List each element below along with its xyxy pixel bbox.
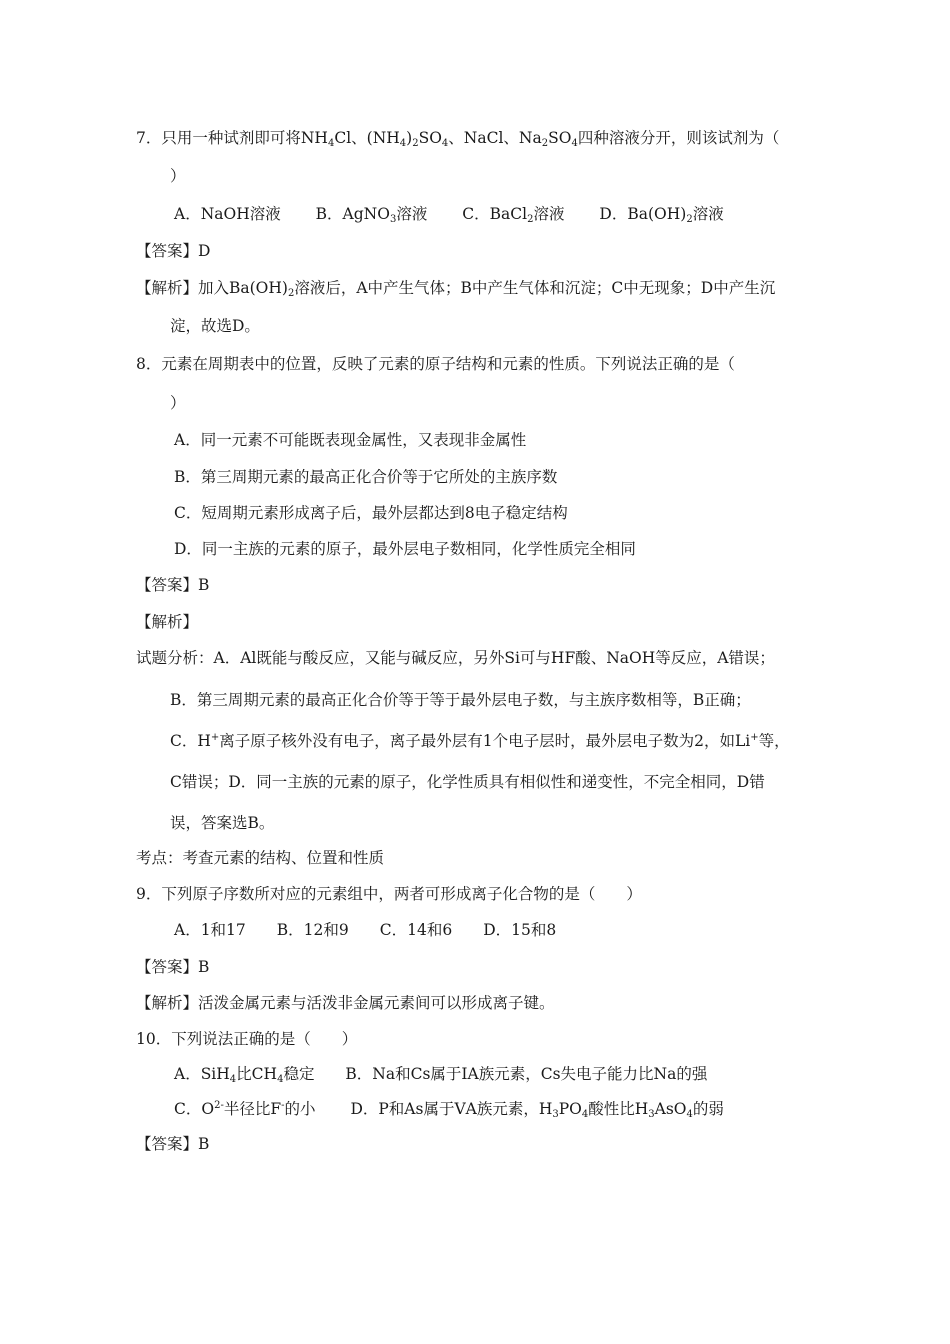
- q8-explanation-3: C．H+离子原子核外没有电子，离子最外层有1个电子层时，最外层电子数为2，如Li+等，: [170, 732, 790, 750]
- q8-option-d: D．同一主族的元素的原子，最外层电子数相同，化学性质完全相同: [174, 540, 636, 558]
- q8-stem: 8．元素在周期表中的位置，反映了元素的原子结构和元素的性质。下列说法正确的是（: [136, 355, 735, 373]
- q8-explanation-4: C错误；D．同一主族的元素的原子，化学性质具有相似性和递变性，不完全相同，D错: [170, 773, 765, 791]
- q8-answer: 【答案】B: [136, 576, 210, 594]
- q8-kaodian: 考点：考查元素的结构、位置和性质: [136, 849, 385, 867]
- q10-option-c: C．$O^{2-}$半径比F-的小: [174, 1100, 316, 1118]
- q7-answer: 【答案】D: [136, 242, 211, 260]
- q7-option-c: C．BaCl$_2$溶液: [462, 205, 565, 225]
- q7-explanation-cont: 淀，故选D。: [170, 317, 260, 335]
- q8-explanation-5: 误，答案选B。: [170, 814, 275, 832]
- q7-stem: 7．只用一种试剂即可将$NH_4Cl$、$(NH_4)_2SO_4$、NaCl、$Na_2SO_4$四种溶液分开，则该试剂为（: [136, 129, 780, 149]
- q10-stem: 10．下列说法正确的是（ ）: [136, 1030, 358, 1048]
- q10-answer: 【答案】B: [136, 1135, 210, 1153]
- q8-explanation-1: 试题分析：A．Al既能与酸反应，又能与碱反应，另外Si可与HF酸、NaOH等反应，A错误；: [136, 649, 775, 667]
- q8-option-b: B．第三周期元素的最高正化合价等于它所处的主族序数: [174, 468, 558, 486]
- q8-option-c: C．短周期元素形成离子后，最外层都达到8电子稳定结构: [174, 504, 568, 522]
- q10-option-a: A．SiH$_4$比$CH_4$稳定: [174, 1065, 315, 1085]
- q7-options: [174, 204, 724, 224]
- q9-stem: 9．下列原子序数所对应的元素组中，两者可形成离子化合物的是（ ）: [136, 885, 642, 903]
- q10-option-b: B．Na和Cs属于ⅠA族元素，Cs失电子能力比Na的强: [345, 1065, 708, 1083]
- q7-explanation: 【解析】加入$Ba(OH)_2$溶液后，A中产生气体；B中产生气体和沉淀；C中无现象；D中产生沉: [136, 279, 776, 299]
- q7-option-a: A．NaOH溶液: [174, 205, 281, 223]
- q7-option-b: B．AgNO$_3$溶液: [315, 205, 428, 225]
- q10-option-d: D．P和As属于ⅤA族元素，$H_3PO_4$酸性比$H_3AsO_4$的弱: [350, 1100, 724, 1120]
- q8-explanation-2: B．第三周期元素的最高正化合价等于等于最外层电子数，与主族序数相等，B正确；: [170, 691, 751, 709]
- q8-stem-close: ）: [170, 394, 186, 412]
- q10-options-cd: [174, 1099, 724, 1119]
- q9-answer: 【答案】B: [136, 958, 210, 976]
- q7-stem-close: ）: [170, 167, 186, 185]
- q9-options: A．1和17 B．12和9 C．14和6 D．15和8: [174, 921, 557, 939]
- q9-explanation: 【解析】活泼金属元素与活泼非金属元素间可以形成离子键。: [136, 994, 555, 1012]
- q8-explanation-label: 【解析】: [136, 613, 199, 631]
- q7-option-d: D．$Ba(OH)_2$溶液: [599, 205, 724, 225]
- q10-options-ab: [174, 1064, 707, 1084]
- q8-option-a: A．同一元素不可能既表现金属性，又表现非金属性: [174, 431, 527, 449]
